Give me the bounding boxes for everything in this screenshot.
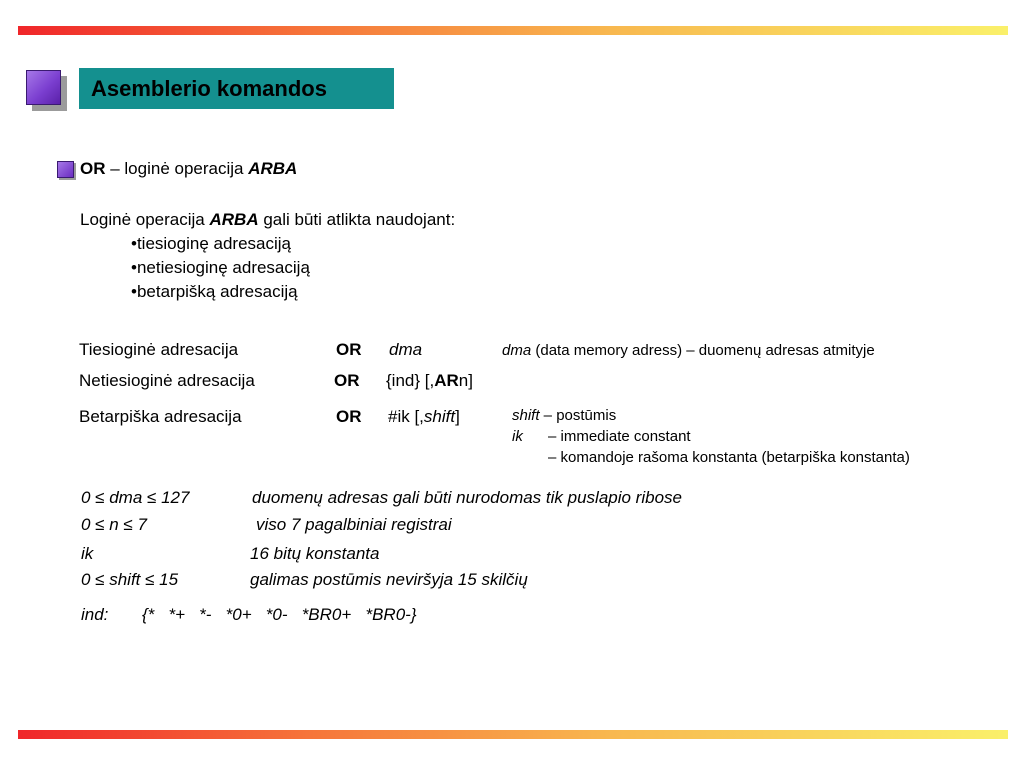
indirect-operand-ar: AR bbox=[434, 371, 459, 390]
title-square-icon bbox=[26, 70, 61, 105]
direct-cmd: OR bbox=[336, 340, 362, 359]
direct-note-term: dma bbox=[502, 342, 532, 359]
intro-arba: ARBA bbox=[209, 210, 259, 229]
direct-note bbox=[502, 341, 875, 361]
immediate-operand bbox=[388, 407, 460, 427]
indirect-cmd: OR bbox=[334, 371, 360, 390]
constraint-range: 0 ≤ dma ≤ 127 bbox=[81, 488, 190, 507]
heading-line bbox=[80, 159, 297, 179]
constraint-desc: viso 7 pagalbiniai registrai bbox=[256, 515, 452, 534]
constraint-desc: 16 bitų konstanta bbox=[250, 544, 380, 563]
slide-title: Asemblerio komandos bbox=[91, 76, 327, 101]
constraint-range: 0 ≤ n ≤ 7 bbox=[81, 515, 147, 534]
intro-pre: Loginė operacija bbox=[80, 210, 210, 229]
constraint-range: ik bbox=[81, 544, 94, 563]
mode-item: •tiesioginę adresaciją bbox=[131, 234, 291, 253]
indirect-label: Netiesioginė adresacija bbox=[79, 371, 255, 390]
ik-note-text-2: – komandoje rašoma konstanta (betarpiška konstanta) bbox=[548, 449, 910, 466]
ik-note-text: – immediate constant bbox=[548, 428, 691, 445]
immediate-operand-post: ] bbox=[455, 407, 460, 426]
shift-note-term: shift bbox=[512, 407, 540, 424]
shift-note-text: – postūmis bbox=[539, 407, 617, 424]
intro-line bbox=[80, 210, 455, 230]
immediate-operand-pre: #ik [, bbox=[388, 407, 424, 426]
constraint-range: 0 ≤ shift ≤ 15 bbox=[81, 570, 179, 589]
mode-item: •netiesioginę adresaciją bbox=[131, 258, 310, 277]
heading-text: – loginė operacija bbox=[105, 159, 249, 178]
heading-arba: ARBA bbox=[248, 159, 298, 178]
direct-operand: dma bbox=[389, 340, 423, 359]
indirect-operand-post: n] bbox=[458, 371, 473, 390]
direct-label: Tiesioginė adresacija bbox=[79, 340, 239, 359]
heading-cmd: OR bbox=[80, 159, 106, 178]
immediate-cmd: OR bbox=[336, 407, 362, 426]
immediate-operand-shift: shift bbox=[423, 407, 456, 426]
top-gradient-bar bbox=[18, 26, 1008, 35]
intro-post: gali būti atlikta naudojant: bbox=[258, 210, 456, 229]
ind-values: {* *+ *- *0+ *0- *BR0+ *BR0-} bbox=[142, 605, 417, 624]
indirect-operand-pre: {ind} [, bbox=[386, 371, 435, 390]
immediate-label: Betarpiška adresacija bbox=[79, 407, 242, 426]
constraint-desc: duomenų adresas gali būti nurodomas tik puslapio ribose bbox=[252, 488, 682, 507]
ind-label: ind: bbox=[81, 605, 109, 624]
shift-note bbox=[512, 406, 616, 426]
direct-note-text: (data memory adress) – duomenų adresas atmityje bbox=[531, 342, 875, 359]
ik-note-term: ik bbox=[512, 428, 523, 445]
constraint-desc: galimas postūmis neviršyja 15 skilčių bbox=[250, 570, 528, 589]
indirect-operand bbox=[386, 371, 473, 391]
bullet-square-icon bbox=[57, 161, 74, 178]
bottom-gradient-bar bbox=[18, 730, 1008, 739]
mode-item: •betarpišką adresaciją bbox=[131, 282, 298, 301]
